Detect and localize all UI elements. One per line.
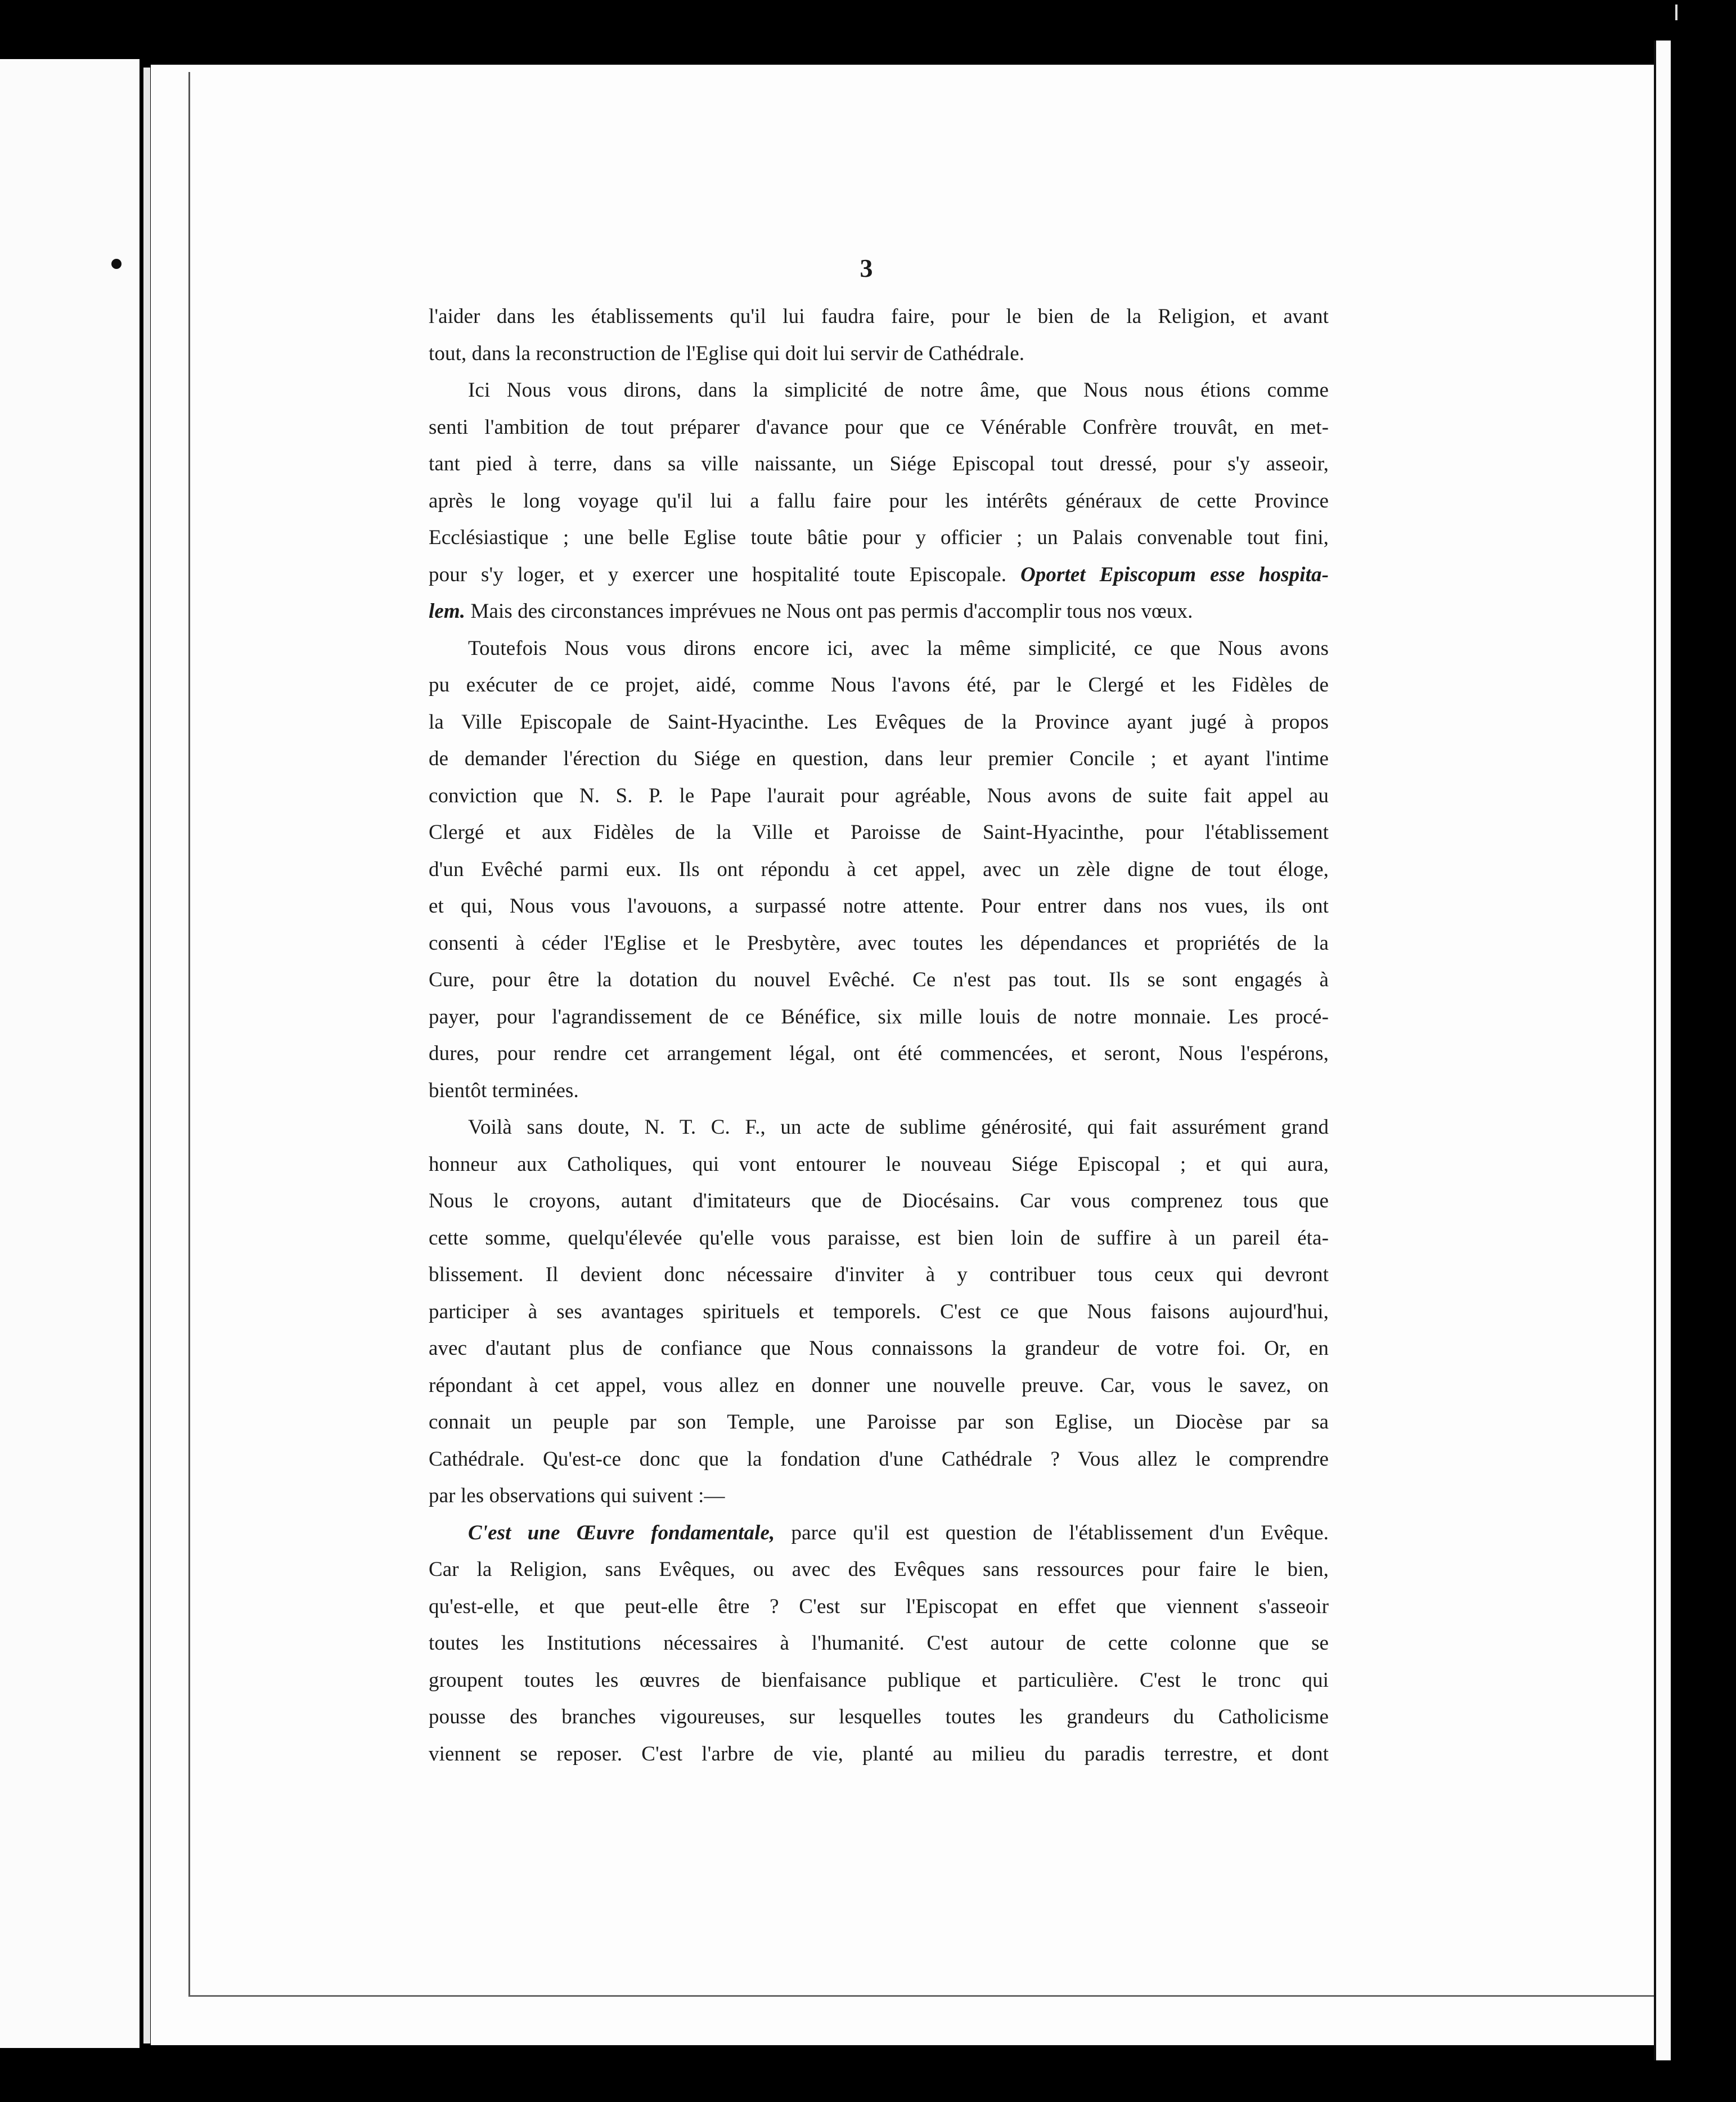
text-line: après le long voyage qu'il lui a fallu faire pour les intérêts généraux de cette Province bbox=[429, 489, 1329, 513]
text-line: Car la Religion, sans Evêques, ou avec des Evêques sans ressources pour faire le bien, bbox=[429, 1558, 1329, 1581]
text-line: Toutefois Nous vous dirons encore ici, avec la même simplicité, ce que Nous avons bbox=[468, 636, 1329, 660]
text-line: Nous le croyons, autant d'imitateurs que de Diocésains. Car vous comprenez tous que bbox=[429, 1189, 1329, 1212]
text-line: tout, dans la reconstruction de l'Eglise qui doit lui servir de Cathédrale. bbox=[429, 342, 1025, 365]
corner-mark bbox=[1670, 0, 1683, 23]
text-line: répondant à cet appel, vous allez en donner une nouvelle preuve. Car, vous le savez, on bbox=[429, 1373, 1329, 1397]
facing-page-edge bbox=[0, 59, 140, 2048]
page-number: 3 bbox=[860, 254, 873, 282]
text-line: d'un Evêché parmi eux. Ils ont répondu à cet appel, avec un zèle digne de tout éloge, bbox=[429, 857, 1329, 881]
text-line: Clergé et aux Fidèles de la Ville et Paroisse de Saint-Hyacinthe, pour l'établissement bbox=[429, 821, 1329, 844]
text-line: Cathédrale. Qu'est-ce donc que la fondation d'une Cathédrale ? Vous allez le comprendre bbox=[429, 1447, 1329, 1471]
text-line: viennent se reposer. C'est l'arbre de vie, planté au milieu du paradis terrestre, et dont bbox=[429, 1742, 1329, 1766]
text-line: Cure, pour être la dotation du nouvel Evêché. Ce n'est pas tout. Ils se sont engagés à bbox=[429, 968, 1329, 991]
text-line: dures, pour rendre cet arrangement légal, ont été commencées, et seront, Nous l'espérons, bbox=[429, 1042, 1329, 1065]
text-line: connait un peuple par son Temple, une Paroisse par son Eglise, un Diocèse par sa bbox=[429, 1411, 1329, 1434]
text-line: groupent toutes les œuvres de bienfaisance publique et particulière. C'est le tronc qui bbox=[429, 1668, 1329, 1692]
text-line: Voilà sans doute, N. T. C. F., un acte de sublime générosité, qui fait assurément grand bbox=[468, 1116, 1329, 1139]
text-line: consenti à céder l'Eglise et le Presbytère, avec toutes les dépendances et propriétés de la bbox=[429, 931, 1329, 955]
text-line: conviction que N. S. P. le Pape l'aurait pour agréable, Nous avons de suite fait appel au bbox=[429, 784, 1329, 807]
text-line: toutes les Institutions nécessaires à l'humanité. C'est autour de cette colonne que se bbox=[429, 1632, 1329, 1655]
text-line: lem. Mais des circonstances imprévues ne Nous ont pas permis d'accomplir tous nos vœux. bbox=[429, 600, 1193, 623]
body-text bbox=[429, 298, 1329, 1772]
text-line: pour s'y loger, et y exercer une hospitalité toute Episcopale. Oportet Episcopum esse hospita- bbox=[429, 563, 1329, 586]
text-line: et qui, Nous vous l'avouons, a surpassé notre attente. Pour entrer dans nos vues, ils ont bbox=[429, 895, 1329, 918]
text-line: tant pied à terre, dans sa ville naissante, un Siége Episcopal tout dressé, pour s'y asseoir, bbox=[429, 452, 1329, 475]
text-line: Ecclésiastique ; une belle Eglise toute bâtie pour y officier ; un Palais convenable tout fini, bbox=[429, 526, 1329, 549]
text-line: senti l'ambition de tout préparer d'avance pour que ce Vénérable Confrère trouvât, en met- bbox=[429, 415, 1329, 439]
text-line: Ici Nous vous dirons, dans la simplicité de notre âme, que Nous nous étions comme bbox=[468, 379, 1329, 402]
text-line: pu exécuter de ce projet, aidé, comme Nous l'avons été, par le Clergé et les Fidèles de bbox=[429, 673, 1329, 697]
text-line: payer, pour l'agrandissement de ce Bénéfice, six mille louis de notre monnaie. Les procé- bbox=[429, 1005, 1329, 1028]
text-line: cette somme, quelqu'élevée qu'elle vous paraisse, est bien loin de suffire à un pareil éta- bbox=[429, 1226, 1329, 1250]
text-line: blissement. Il devient donc nécessaire d'inviter à y contribuer tous ceux qui devront bbox=[429, 1263, 1329, 1286]
text-line: participer à ses avantages spirituels et temporels. C'est ce que Nous faisons aujourd'hui, bbox=[429, 1300, 1329, 1323]
text-line: pousse des branches vigoureuses, sur lesquelles toutes les grandeurs du Catholicisme bbox=[429, 1705, 1329, 1728]
scan-speck bbox=[111, 259, 122, 269]
page-edge-sliver bbox=[143, 68, 150, 2043]
text-line: l'aider dans les établissements qu'il lui faudra faire, pour le bien de la Religion, et avant bbox=[429, 305, 1329, 328]
text-line: de demander l'érection du Siége en question, dans leur premier Concile ; et ayant l'intime bbox=[429, 747, 1329, 770]
binding-gutter bbox=[140, 59, 143, 2048]
text-line: la Ville Episcopale de Saint-Hyacinthe. Les Evêques de la Province ayant jugé à propos bbox=[429, 710, 1329, 734]
text-line: avec d'autant plus de confiance que Nous connaissons la grandeur de votre foi. Or, en bbox=[429, 1337, 1329, 1360]
text-line: honneur aux Catholiques, qui vont entourer le nouveau Siége Episcopal ; et qui aura, bbox=[429, 1152, 1329, 1176]
text-line: C'est une Œuvre fondamentale, parce qu'il est question de l'établissement d'un Evêque. bbox=[468, 1521, 1329, 1544]
text-line: qu'est-elle, et que peut-elle être ? C'est sur l'Episcopat en effet que viennent s'asseoir bbox=[429, 1595, 1329, 1618]
text-line: par les observations qui suivent :— bbox=[429, 1484, 725, 1507]
right-margin bbox=[1654, 41, 1671, 2060]
text-line: bientôt terminées. bbox=[429, 1079, 579, 1102]
